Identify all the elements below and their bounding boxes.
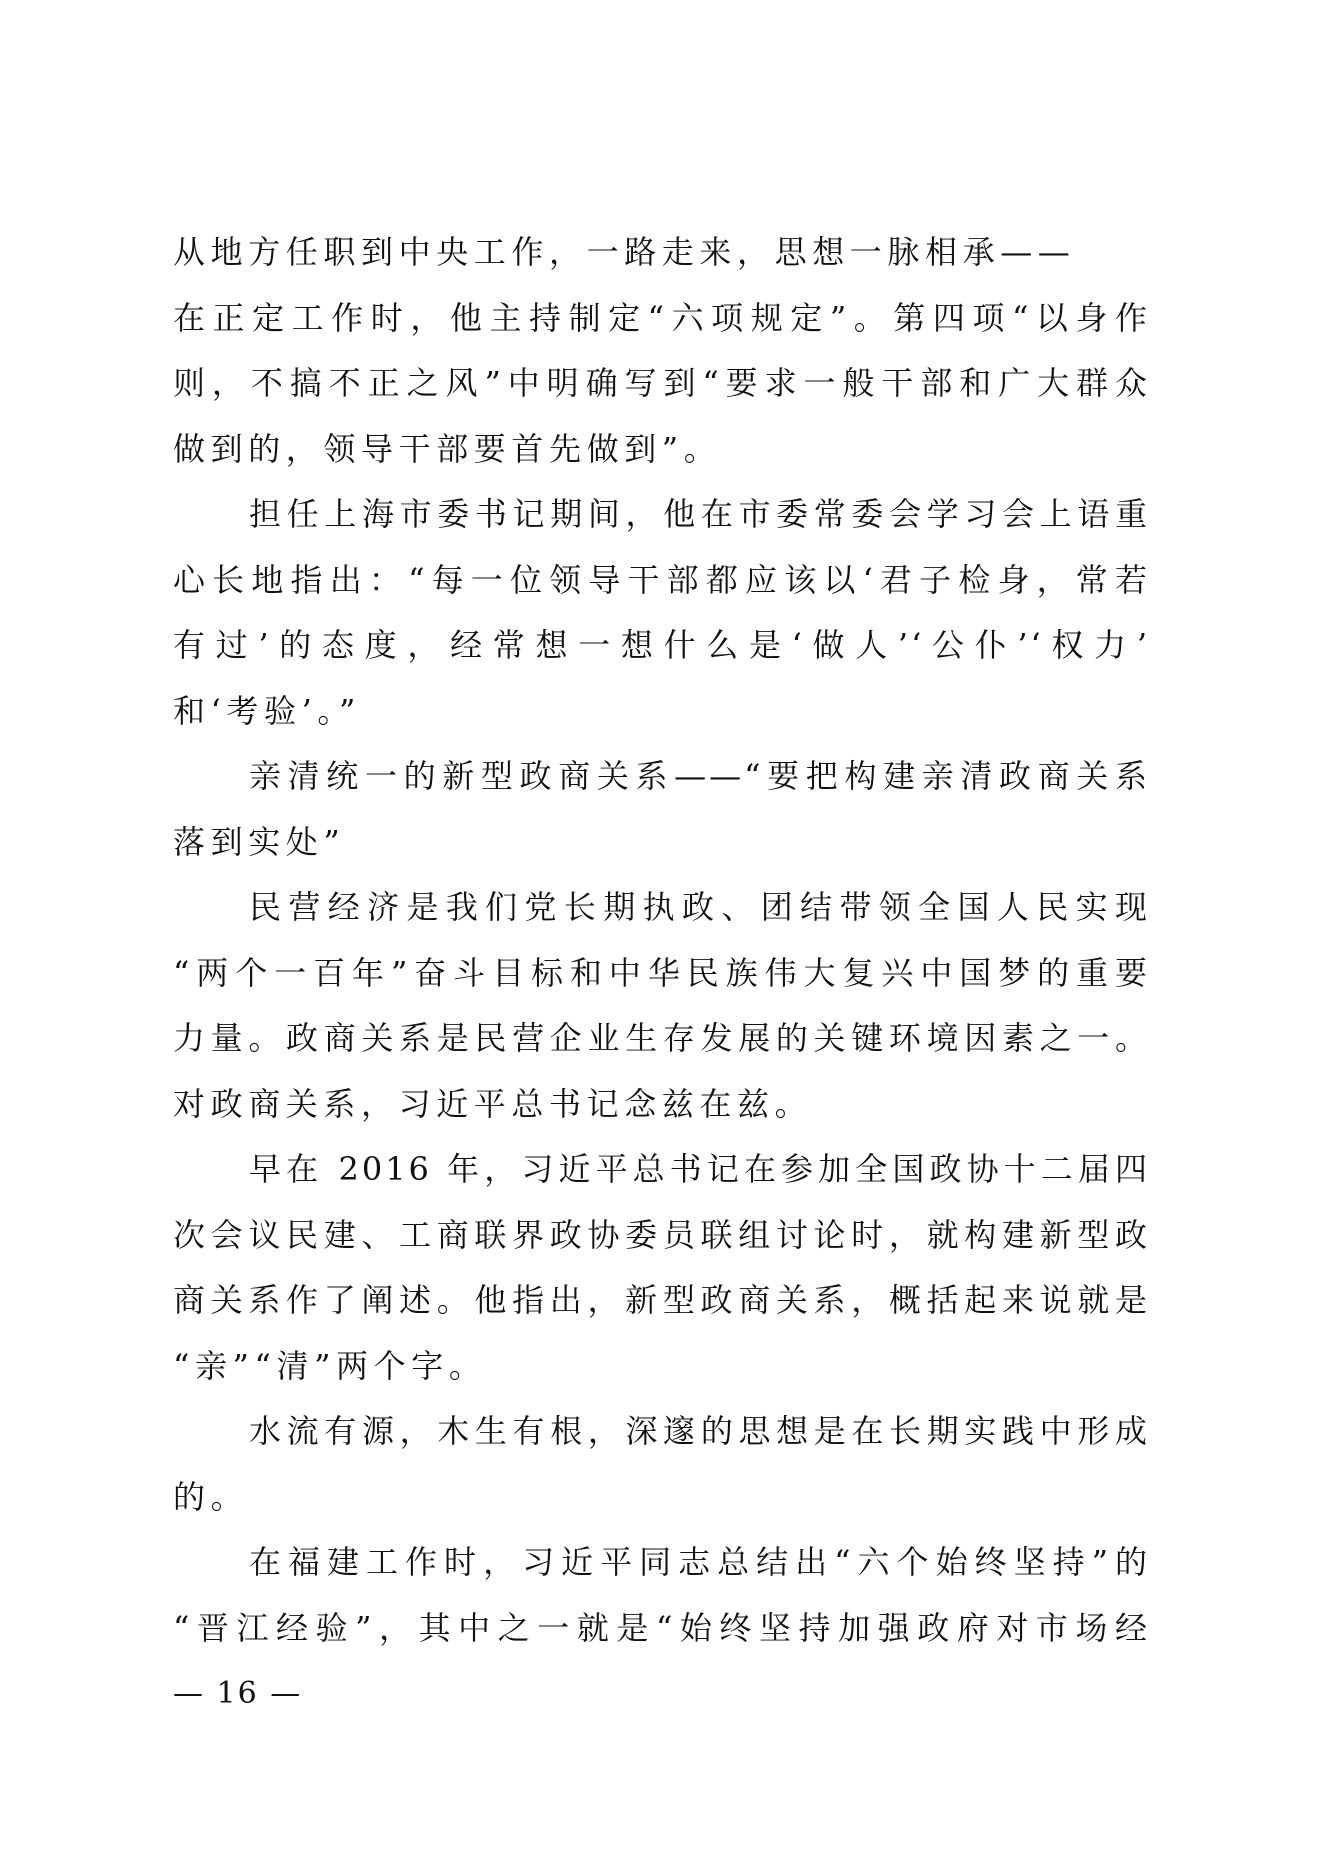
paragraph	[173, 1530, 1150, 1661]
text-line: “亲”“清”两个字。	[173, 1346, 487, 1385]
text-line: 在福建工作时，习近平同志总结出“六个始终坚持”的	[249, 1543, 1150, 1581]
document-body	[173, 220, 1150, 1661]
text-line: “两个一百年”奋斗目标和中华民族伟大复兴中国梦的重要	[173, 953, 1150, 992]
page-number: — 16 —	[173, 1676, 303, 1711]
text-line: 次会议民建、工商联界政协委员联组讨论时，就构建新型政	[173, 1215, 1150, 1254]
paragraph	[173, 875, 1150, 1137]
text-line: 心长地指出：“每一位领导干部都应该以‘君子检身，常若	[173, 560, 1150, 599]
paragraph	[173, 286, 1150, 483]
paragraph	[173, 1399, 1150, 1530]
text-line: 落到实处”	[173, 822, 346, 861]
text-line: 和‘考验’。”	[173, 691, 361, 730]
text-line: 做到的，领导干部要首先做到”。	[173, 429, 722, 468]
text-line: 水流有源，木生有根，深邃的思想是在长期实践中形成	[249, 1412, 1150, 1450]
paragraph	[173, 220, 1150, 286]
text-line: 的。	[173, 1477, 249, 1516]
text-line: 担任上海市委书记期间，他在市委常委会学习会上语重	[249, 495, 1150, 533]
text-line: “晋江经验”，其中之一就是“始终坚持加强政府对市场经	[173, 1608, 1150, 1647]
text-line: 商关系作了阐述。他指出，新型政商关系，概括起来说就是	[173, 1281, 1150, 1319]
text-line: 亲清统一的新型政商关系——“要把构建亲清政商关系	[249, 757, 1150, 795]
text-line: 对政商关系，习近平总书记念兹在兹。	[173, 1084, 813, 1123]
paragraph	[173, 482, 1150, 744]
text-line: 民营经济是我们党长期执政、团结带领全国人民实现	[249, 888, 1150, 926]
text-line: 从地方任职到中央工作，一路走来，思想一脉相承——	[173, 233, 1076, 271]
text-line: 则，不搞不正之风”中明确写到“要求一般干部和广大群众	[173, 364, 1150, 402]
text-line: 早在 2016 年，习近平总书记在参加全国政协十二届四	[249, 1150, 1150, 1188]
text-line: 有过’的态度，经常想一想什么是‘做人’‘公仆’‘权力’	[173, 626, 1150, 664]
section-heading	[173, 744, 1150, 875]
paragraph	[173, 1137, 1150, 1399]
text-line: 在正定工作时，他主持制定“六项规定”。第四项“以身作	[173, 298, 1150, 337]
text-line: 力量。政商关系是民营企业生存发展的关键环境因素之一。	[173, 1019, 1150, 1057]
